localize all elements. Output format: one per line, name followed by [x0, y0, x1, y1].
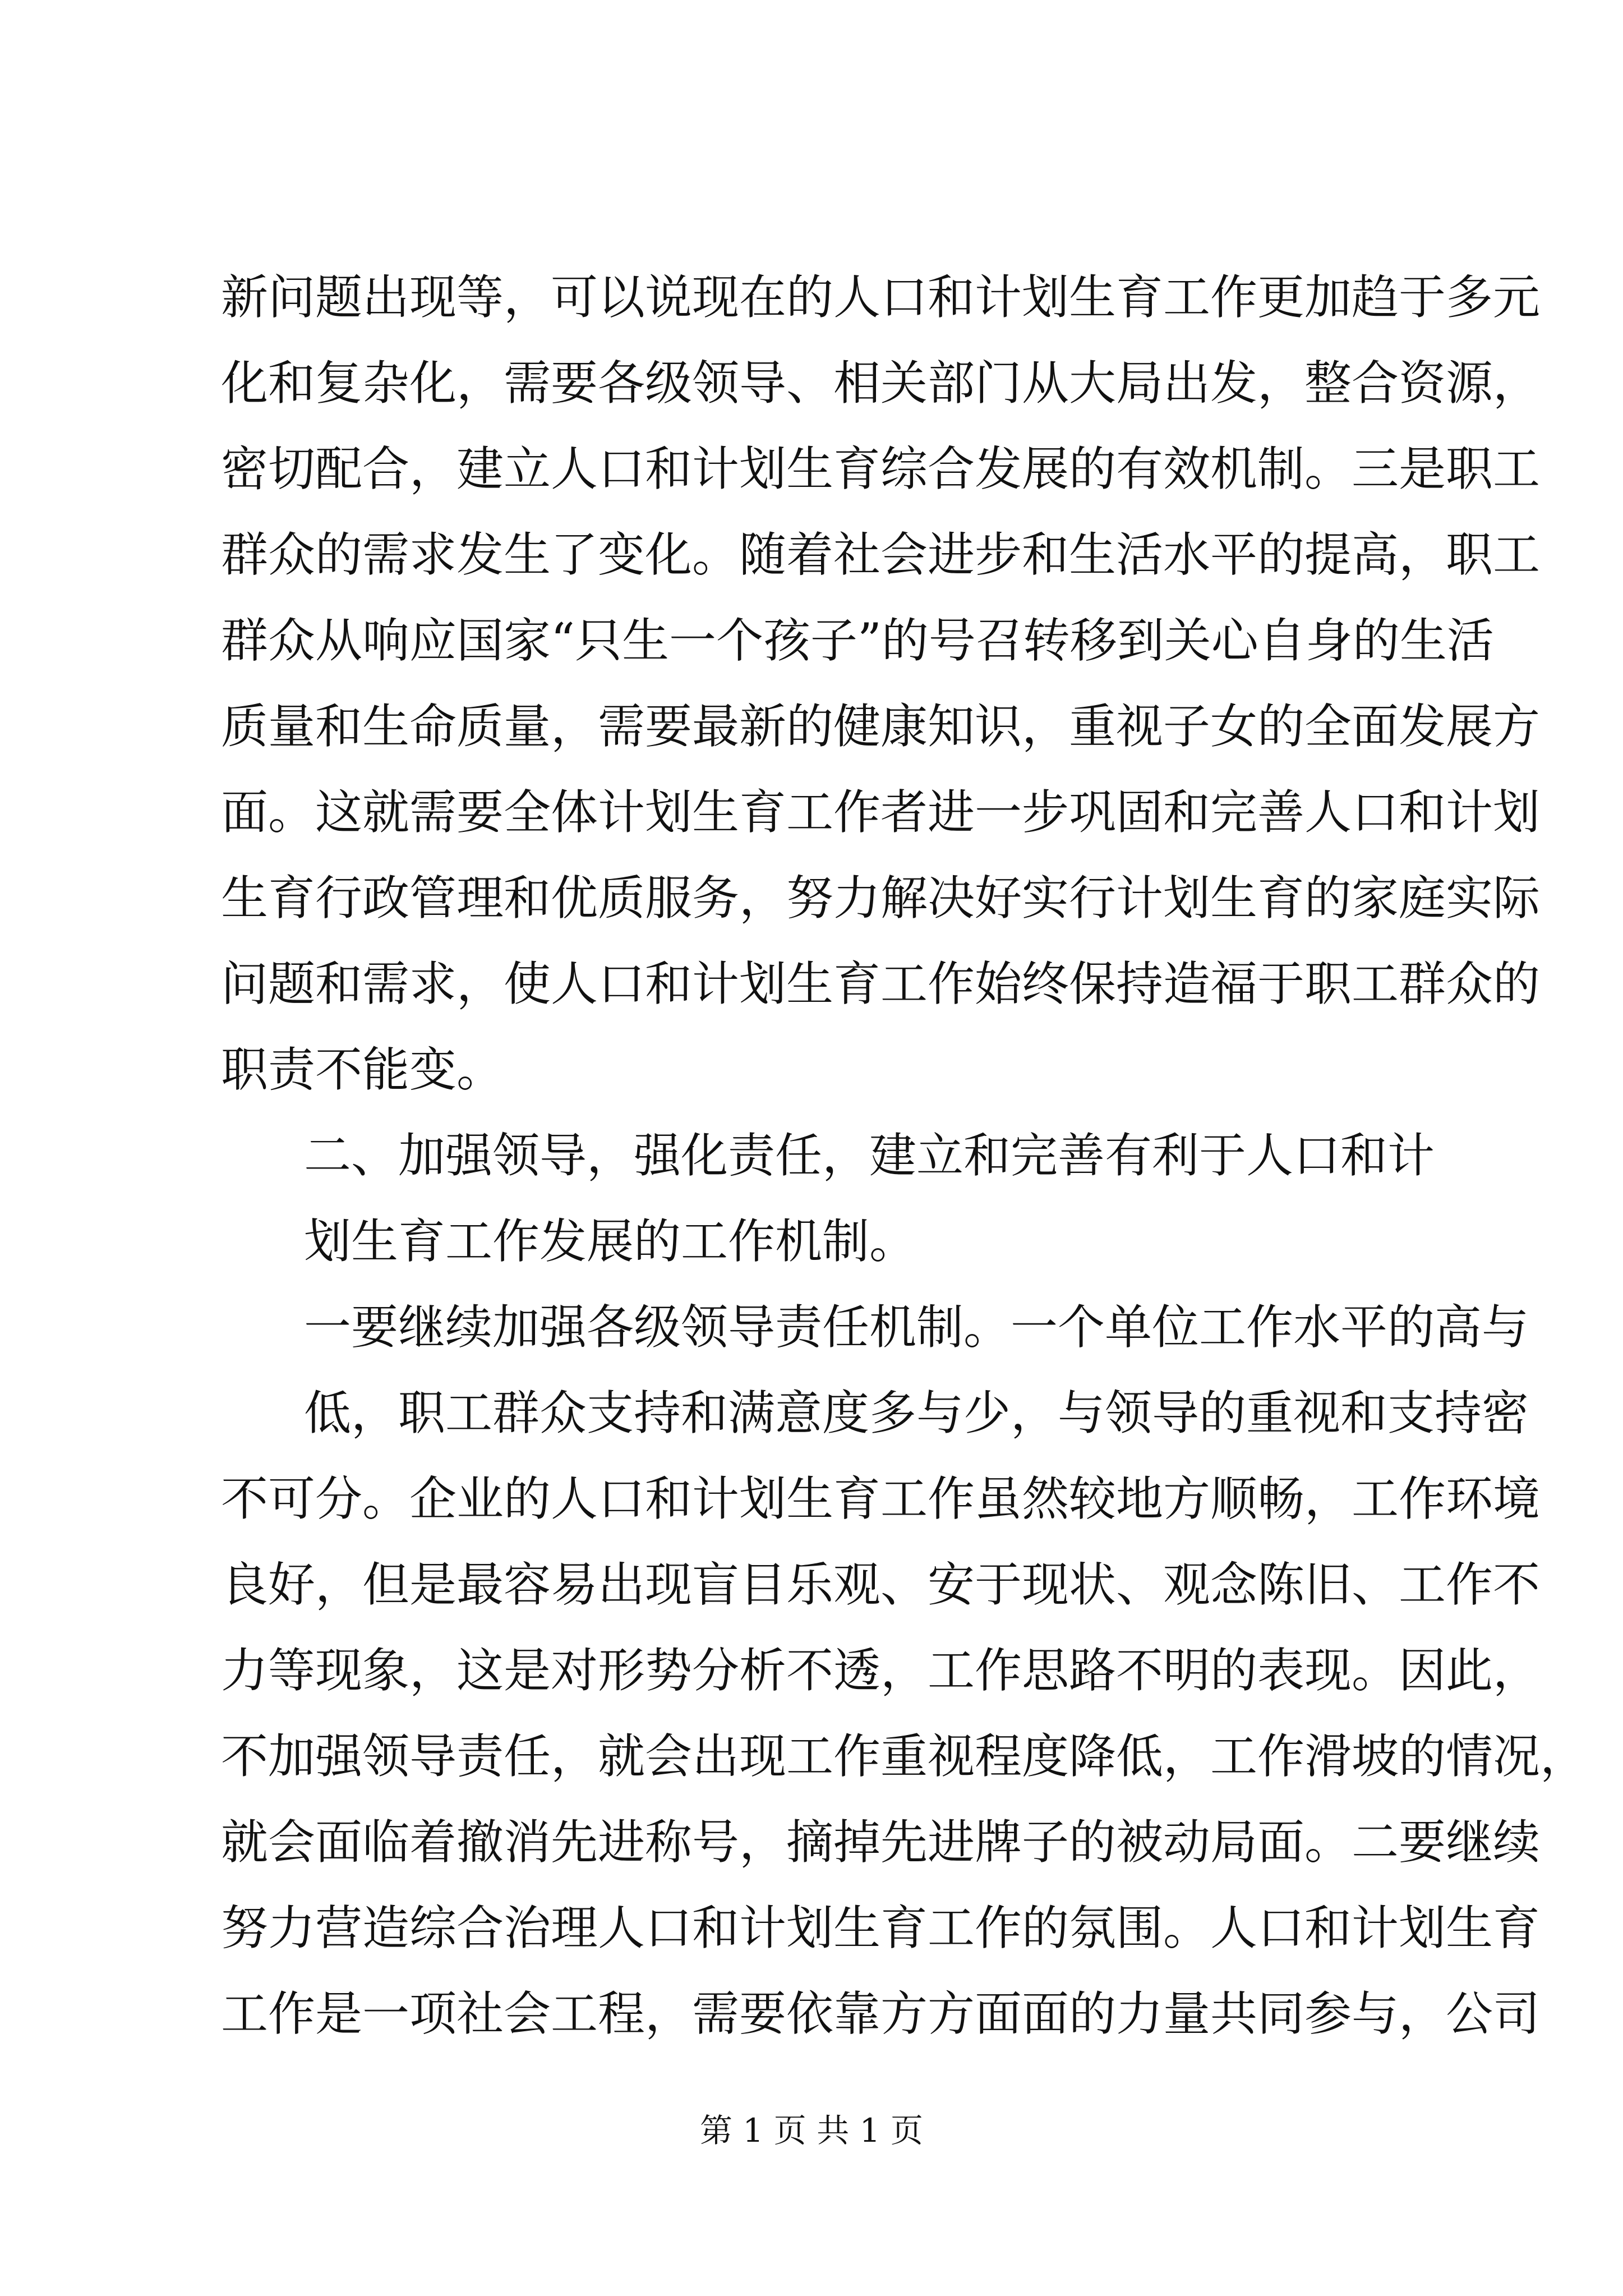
line-text: 工作是一项社会工程，需要依靠方方面面的力量共同参与，公司 — [221, 1986, 1541, 2041]
text-line — [0, 1642, 1623, 1699]
line-text: 努力营造综合治理人口和计划生育工作的氛围。人口和计划生育 — [221, 1901, 1541, 1955]
text-line — [0, 1900, 1623, 1956]
line-text: 划生育工作发展的工作机制。 — [304, 1214, 917, 1269]
page-footer — [0, 2108, 1623, 2153]
line-text: 生育行政管理和优质服务，努力解决好实行计划生育的家庭实际 — [221, 871, 1541, 926]
line-text: 密切配合，建立人口和计划生育综合发展的有效机制。三是职工 — [221, 441, 1541, 496]
text-line — [0, 1042, 1623, 1098]
text-line — [0, 1557, 1623, 1613]
line-text: 力等现象，这是对形势分析不透，工作思路不明的表现。因此， — [221, 1643, 1541, 1698]
section-heading-line — [0, 1128, 1623, 1184]
line-text: 新问题出现等，可以说现在的人口和计划生育工作更加趋于多元 — [221, 270, 1541, 325]
line-text: 良好，但是最容易出现盲目乐观、安于现状、观念陈旧、工作不 — [221, 1557, 1541, 1612]
page-number: 第 1 页 共 1 页 — [700, 2111, 923, 2150]
line-text: 不加强领导责任，就会出现工作重视程度降低，工作滑坡的情况， — [221, 1729, 1588, 1784]
line-text: 低，职工群众支持和满意度多与少，与领导的重视和支持密 — [304, 1386, 1529, 1441]
text-line — [0, 1471, 1623, 1527]
line-text: 职责不能变。 — [221, 1042, 504, 1097]
line-text: 化和复杂化，需要各级领导、相关部门从大局出发，整合资源， — [221, 356, 1541, 411]
line-text: 质量和生命质量，需要最新的健康知识，重视子女的全面发展方 — [221, 699, 1541, 754]
line-text: 群众从响应国家“只生一个孩子”的号召转移到关心自身的生活 — [221, 613, 1494, 668]
text-line — [0, 1986, 1623, 2042]
text-line — [0, 441, 1623, 497]
line-text: 群众的需求发生了变化。随着社会进步和生活水平的提高，职工 — [221, 527, 1541, 582]
text-line — [0, 784, 1623, 840]
text-line — [0, 698, 1623, 754]
text-line — [0, 355, 1623, 411]
text-line — [0, 269, 1623, 325]
line-text: 面。这就需要全体计划生育工作者进一步巩固和完善人口和计划 — [221, 785, 1541, 840]
text-line — [0, 1814, 1623, 1870]
line-text: 不可分。企业的人口和计划生育工作虽然较地方顺畅，工作环境 — [221, 1471, 1541, 1526]
text-line — [0, 1728, 1623, 1784]
section-heading-line — [0, 1213, 1623, 1269]
text-line — [0, 956, 1623, 1012]
line-text: 问题和需求，使人口和计划生育工作始终保持造福于职工群众的 — [221, 956, 1541, 1011]
text-line — [0, 613, 1623, 669]
line-text: 二、加强领导，强化责任，建立和完善有利于人口和计 — [304, 1128, 1435, 1183]
line-text: 一要继续加强各级领导责任机制。一个单位工作水平的高与 — [304, 1300, 1529, 1355]
text-line — [0, 870, 1623, 926]
text-line — [0, 1385, 1623, 1441]
line-text: 就会面临着撤消先进称号，摘掉先进牌子的被动局面。二要继续 — [221, 1815, 1541, 1870]
text-line — [0, 1299, 1623, 1355]
text-line — [0, 527, 1623, 583]
